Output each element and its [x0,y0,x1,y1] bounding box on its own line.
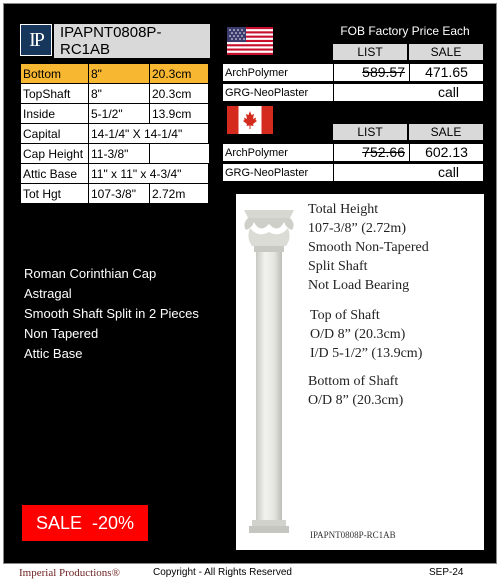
brand-name: Imperial Productions® [19,567,120,579]
desc-line: Not Load Bearing [308,278,410,293]
price-row [222,143,484,162]
spec-row [21,64,209,84]
material-label: GRG-NeoPlaster [225,167,309,179]
product-image [236,194,484,550]
desc-line: O/D 8” (20.3cm) [310,327,406,342]
copyright: Copyright - All Rights Reserved [153,567,292,578]
spec-label: Inside [21,104,89,124]
spec-row [21,164,209,184]
date-code: SEP-24 [429,567,464,578]
call-price: call [333,164,483,181]
spec-row [21,184,209,204]
sale-price: 471.65 [409,64,483,81]
feature-item: Smooth Shaft Split in 2 Pieces [24,306,199,321]
price-row [222,83,484,102]
height-description [308,200,429,295]
price-row [222,163,484,182]
list-header: LIST [332,123,408,141]
sale-header: SALE [408,123,484,141]
spec-label: Capital [21,124,89,144]
desc-line: Smooth Non-Tapered [308,240,429,255]
us-flag-icon [227,27,273,55]
spec-empty [150,144,209,164]
spec-label: Tot Hgt [21,184,89,204]
spec-row [21,144,209,164]
sale-badge: SALE -20% [22,505,148,541]
image-caption: IPAPNT0808P-RC1AB [310,530,396,540]
feature-list [24,264,199,364]
feature-item: Attic Base [24,346,83,361]
footer [3,564,497,583]
desc-line: Bottom of Shaft [308,374,399,389]
spec-table [20,63,209,204]
part-number: IPAPNT0808P-RC1AB [54,24,210,58]
spec-metric: 20.3cm [150,64,209,84]
spec-label: TopShaft [21,84,89,104]
desc-line: Split Shaft [308,259,368,274]
bottom-shaft-description [308,372,403,410]
desc-line: 107-3/8” (2.72m) [308,221,406,236]
canada-flag-icon [227,106,273,134]
feature-item: Non Tapered [24,326,99,341]
material-label: ArchPolymer [225,67,288,79]
feature-item: Roman Corinthian Cap [24,266,157,281]
material-label: ArchPolymer [225,147,288,159]
desc-line: Total Height [308,202,379,217]
spec-imperial: 5-1/2" [89,104,150,124]
spec-label: Cap Height [21,144,89,164]
call-price: call [333,84,483,101]
spec-metric: 20.3cm [150,84,209,104]
list-price: 589.57 [333,64,409,81]
list-price: 752.66 [333,144,409,161]
desc-line: I/D 5-1/2” (13.9cm) [310,346,423,361]
sale-price: 602.13 [409,144,483,161]
spec-metric: 13.9cm [150,104,209,124]
spec-value: 11-3/8" [89,144,150,164]
fob-price-title: FOB Factory Price Each [340,24,470,38]
spec-imperial: 107-3/8" [89,184,150,204]
spec-imperial: 8" [89,84,150,104]
spec-value: 14-1/4" X 14-1/4" [89,124,209,144]
price-row [222,63,484,82]
spec-label: Attic Base [21,164,89,184]
spec-metric: 2.72m [150,184,209,204]
spec-value: 11" x 11" x 4-3/4" [89,164,209,184]
desc-line: O/D 8” (20.3cm) [308,393,404,408]
top-shaft-description [310,306,422,363]
spec-row [21,84,209,104]
spec-label: Bottom [21,64,89,84]
desc-line: Top of Shaft [310,308,380,323]
material-label: GRG-NeoPlaster [225,87,309,99]
sale-header: SALE [408,43,484,61]
spec-row [21,124,209,144]
feature-item: Astragal [24,286,72,301]
logo-icon: IP [20,24,52,56]
list-header: LIST [332,43,408,61]
spec-imperial: 8" [89,64,150,84]
spec-row [21,104,209,124]
